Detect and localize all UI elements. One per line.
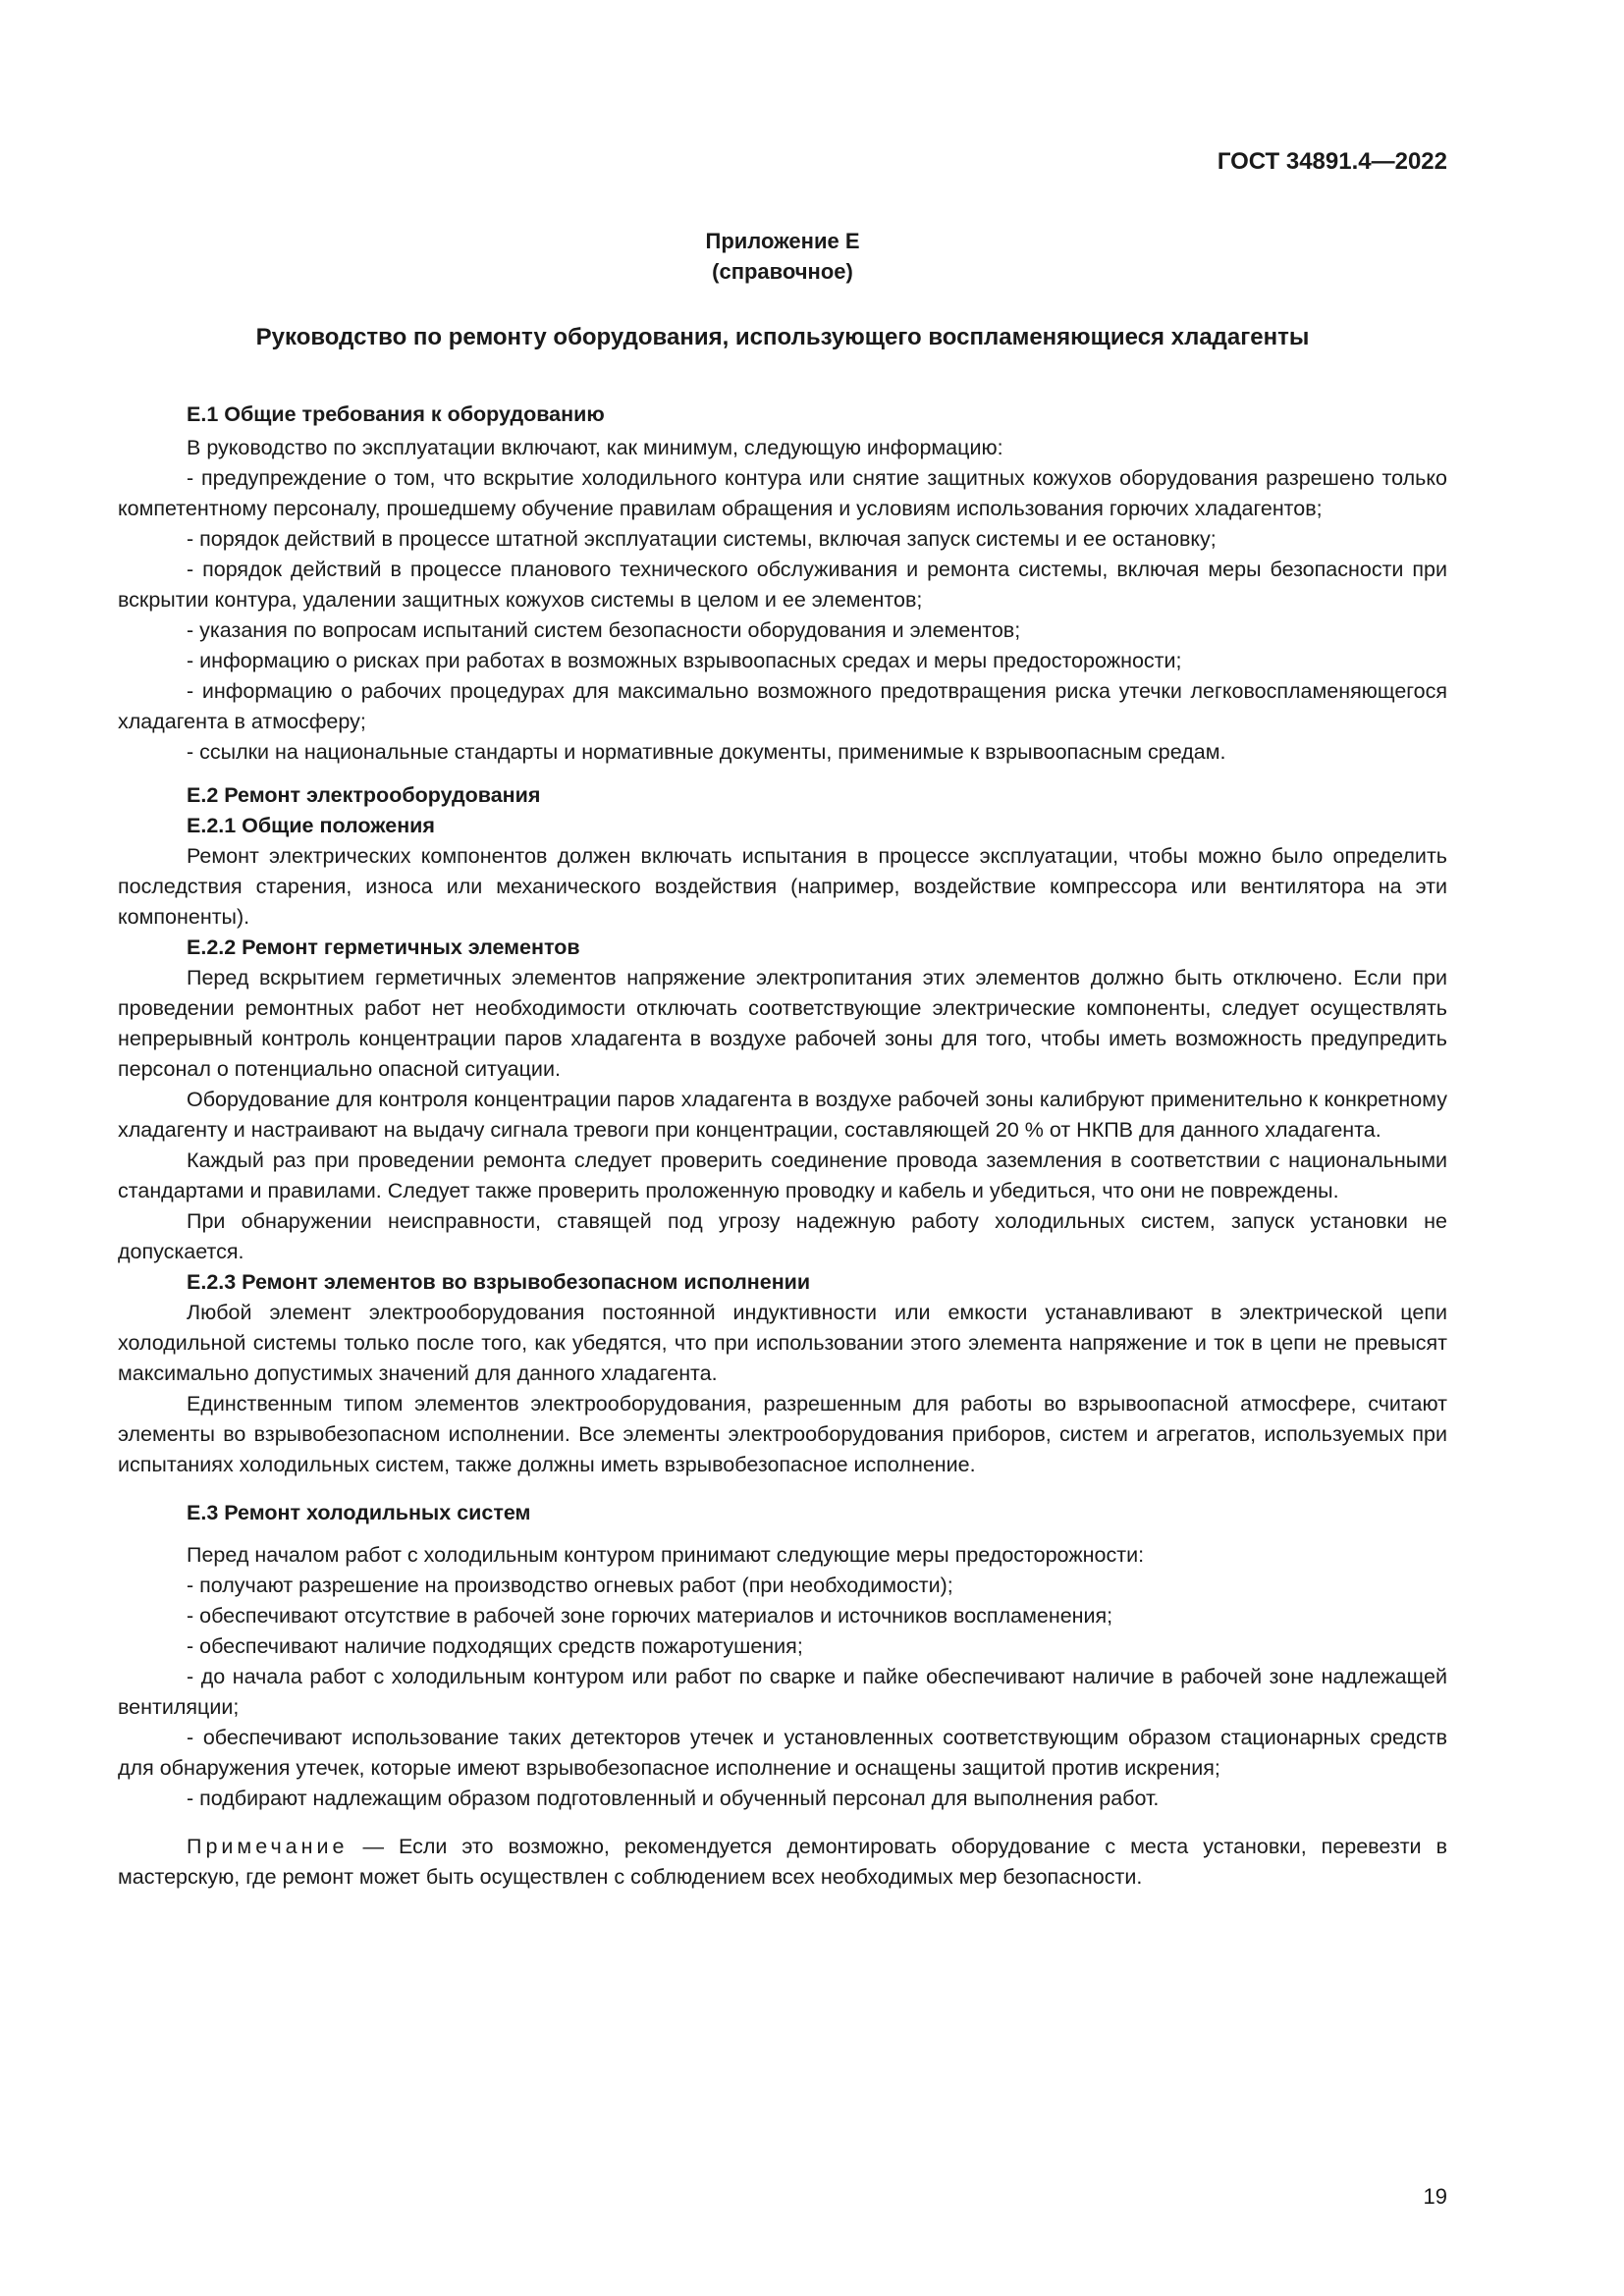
list-item: - до начала работ с холодильным контуром или работ по сварке и пайке обеспечивают наличие в рабочей зоне надлежащей вентиляции; bbox=[118, 1665, 1447, 1719]
list-item: - обеспечивают использование таких детекторов утечек и установленных соответствующим образом стационарных средств для обнаружения утечек, которые имеют взрывобезопасное исполнение и оснащены защитой против искрения; bbox=[118, 1726, 1447, 1780]
list-item: - информацию о рабочих процедурах для максимально возможного предотвращения риска утечки легковоспламеняющегося хладагента в атмосферу; bbox=[118, 679, 1447, 733]
list-item: - подбирают надлежащим образом подготовленный и обученный персонал для выполнения работ. bbox=[187, 1787, 1160, 1810]
list-item: - порядок действий в процессе планового технического обслуживания и ремонта системы, включая меры безопасности при вскрытии контура, удалении защитных кожухов системы в целом и ее элементов; bbox=[118, 558, 1447, 612]
subsection-heading-e21: Е.2.1 Общие положения bbox=[187, 814, 435, 837]
subsection-heading-e22: Е.2.2 Ремонт герметичных элементов bbox=[187, 935, 580, 959]
list-item: - предупреждение о том, что вскрытие холодильного контура или снятие защитных кожухов оборудования разрешено только компетентному персоналу, прошедшему обучение правилам обращения и условиям использования горючих хладагентов; bbox=[118, 466, 1447, 520]
list-item: - получают разрешение на производство огневых работ (при необходимости); bbox=[187, 1574, 953, 1597]
paragraph: Любой элемент электрооборудования постоянной индуктивности или емкости устанавливают в электрической цепи холодильной системы только после того, как убедятся, что при использовании этого элемента напряжение и ток в цепи не превысят максимально допустимых значений для данного хладагента. bbox=[118, 1301, 1447, 1385]
page-number: 19 bbox=[1423, 2184, 1447, 2209]
list-item: - информацию о рисках при работах в возможных взрывоопасных средах и меры предосторожности; bbox=[187, 649, 1182, 672]
list-item: - порядок действий в процессе штатной эксплуатации системы, включая запуск системы и ее остановку; bbox=[187, 527, 1217, 551]
paragraph: Перед началом работ с холодильным контуром принимают следующие меры предосторожности: bbox=[187, 1543, 1145, 1567]
note-text: — Если это возможно, рекомендуется демонтировать оборудование с места установки, перевезти в мастерскую, где ремонт может быть осуществлен с соблюдением всех необходимых мер безопасности. bbox=[118, 1835, 1447, 1889]
list-item: - обеспечивают наличие подходящих средств пожаротушения; bbox=[187, 1634, 803, 1658]
paragraph: Каждый раз при проведении ремонта следует проверить соединение провода заземления в соответствии с национальными стандартами и правилами. Следует также проверить проложенную проводку и кабель и убедиться, что они не повреждены. bbox=[118, 1148, 1447, 1202]
document-page bbox=[118, 0, 1447, 2296]
paragraph: Оборудование для контроля концентрации паров хладагента в воздухе рабочей зоны калибруют применительно к конкретному хладагенту и настраивают на выдачу сигнала тревоги при концентрации, составляющей 20 % от НКПВ для данного хладагента. bbox=[118, 1088, 1447, 1142]
list-item: - указания по вопросам испытаний систем безопасности оборудования и элементов; bbox=[187, 618, 1021, 642]
paragraph: Единственным типом элементов электрооборудования, разрешенным для работы во взрывоопасной атмосфере, считают элементы во взрывобезопасном исполнении. Все элементы электрооборудования приборов, систем и агрегатов, используемых при испытаниях холодильных систем, также должны иметь взрывобезопасное исполнение. bbox=[118, 1392, 1447, 1476]
section-heading-e3: Е.3 Ремонт холодильных систем bbox=[187, 1501, 531, 1524]
annex-label: Приложение Е bbox=[705, 229, 860, 253]
annex-title: Руководство по ремонту оборудования, использующего воспламеняющиеся хладагенты bbox=[255, 324, 1310, 350]
annex-header bbox=[118, 226, 1447, 287]
subsection-heading-e23: Е.2.3 Ремонт элементов во взрывобезопасном исполнении bbox=[187, 1270, 811, 1294]
paragraph: Ремонт электрических компонентов должен включать испытания в процессе эксплуатации, чтобы можно было определить последствия старения, износа или механического воздействия (например, воздействие компрессора или вентилятора на эти компоненты). bbox=[118, 844, 1447, 929]
note bbox=[118, 1832, 1447, 1893]
list-item: - обеспечивают отсутствие в рабочей зоне горючих материалов и источников воспламенения; bbox=[187, 1604, 1113, 1628]
section-heading-e2: Е.2 Ремонт электрооборудования bbox=[187, 783, 541, 807]
document-body bbox=[118, 400, 1447, 1893]
paragraph: Перед вскрытием герметичных элементов напряжение электропитания этих элементов должно быть отключено. Если при проведении ремонтных работ нет необходимости отключать соответствующие электрические компоненты, следует осуществлять непрерывный контроль концентрации паров хладагента в воздухе рабочей зоны для того, чтобы иметь возможность предупредить персонал о потенциально опасной ситуации. bbox=[118, 966, 1447, 1081]
list-item: - ссылки на национальные стандарты и нормативные документы, применимые к взрывоопасным средам. bbox=[187, 740, 1226, 764]
annex-type: (справочное) bbox=[712, 259, 853, 284]
paragraph: При обнаружении неисправности, ставящей под угрозу надежную работу холодильных систем, запуск установки не допускается. bbox=[118, 1209, 1447, 1263]
section-heading-e1: Е.1 Общие требования к оборудованию bbox=[187, 402, 605, 426]
document-code: ГОСТ 34891.4—2022 bbox=[1217, 148, 1447, 175]
paragraph: В руководство по эксплуатации включают, как минимум, следующую информацию: bbox=[187, 436, 1003, 459]
note-label: Примечание bbox=[187, 1835, 349, 1858]
